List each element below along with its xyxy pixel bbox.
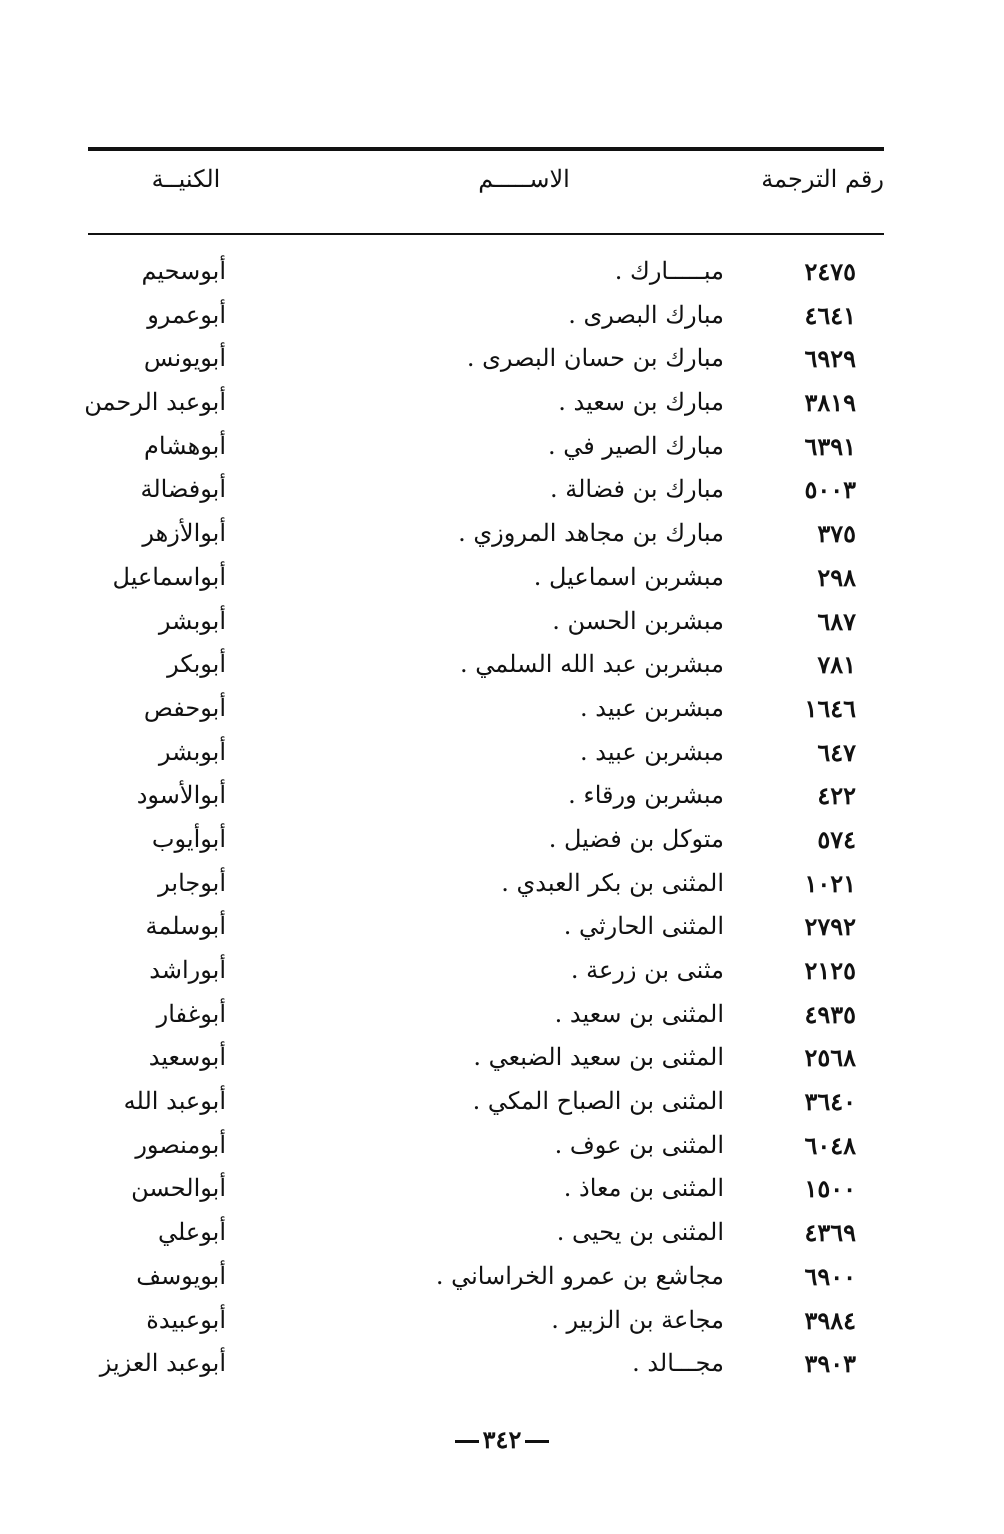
entry-name: مبارك بن حسان البصرى . [466, 344, 724, 373]
entry-kunya: أبوسحيم [141, 257, 226, 285]
entry-kunya: أبوبشر [158, 737, 226, 766]
entry-kunya: أبوأيوب [151, 824, 226, 853]
table-row [88, 949, 884, 993]
entry-kunya: أبوعبيدة [146, 1305, 226, 1334]
table-row [88, 1255, 884, 1299]
entry-kunya: أبوعبد الله [123, 1087, 226, 1116]
entry-name: مبارك بن مجاهد المروزي . [458, 519, 724, 548]
page-footer [0, 1425, 1004, 1454]
entry-number: ٦٩٠٠ [804, 1261, 856, 1291]
entry-number: ٧٨١ [817, 650, 856, 680]
entry-number: ٣٩٠٣ [804, 1349, 856, 1379]
entry-name: مبـــــارك . [614, 257, 724, 285]
table-row [88, 512, 884, 556]
header-number-label: رقم الترجمة [761, 165, 884, 193]
entry-kunya: أبوالأسود [136, 781, 226, 810]
table-row [88, 468, 884, 512]
header-bottom-rule [88, 233, 884, 235]
entry-number: ٣٨١٩ [804, 388, 856, 418]
table-row [88, 337, 884, 381]
entry-kunya: أبوسلمة [145, 912, 226, 941]
entry-name: مجـــالد . [632, 1349, 724, 1378]
table-header [88, 165, 884, 205]
entry-number: ١٥٠٠ [804, 1174, 856, 1204]
footer-dash-left [455, 1440, 479, 1443]
entry-name: مبشربن عبيد . [580, 737, 724, 766]
entry-kunya: أبوسعيد [148, 1043, 226, 1072]
entry-kunya: أبويونس [143, 344, 226, 373]
table-row [88, 1080, 884, 1124]
table-row [88, 1124, 884, 1168]
table-row [88, 425, 884, 469]
entry-number: ٤٢٢ [817, 781, 856, 811]
table-body [84, 250, 884, 1386]
entry-number: ٥٧٤ [817, 824, 856, 854]
entry-kunya: أبويوسف [136, 1261, 226, 1290]
entry-kunya: أبوعبد العزيز [99, 1349, 226, 1378]
table-row [88, 862, 884, 906]
table-row [88, 1167, 884, 1211]
table-row [88, 1211, 884, 1255]
entry-name: مجاعة بن الزبير . [551, 1305, 724, 1334]
entry-number: ٢١٢٥ [804, 956, 856, 985]
entry-kunya: أبوالحسن [131, 1174, 226, 1203]
entry-name: مبشربن الحسن . [552, 606, 724, 635]
table-row [88, 774, 884, 818]
entry-kunya: أبوفضالة [140, 475, 226, 504]
entry-number: ٦٩٢٩ [804, 344, 856, 374]
entry-kunya: أبوجابر [158, 868, 226, 897]
entry-kunya: أبواسماعيل [112, 562, 226, 591]
entry-number: ٤٦٤١ [804, 300, 856, 330]
table-row [88, 1036, 884, 1080]
entry-number: ٦٣٩١ [804, 431, 856, 461]
entry-number: ١٦٤٦ [804, 693, 856, 723]
entry-number: ٣٧٥ [817, 519, 856, 549]
header-top-rule [88, 147, 884, 151]
entry-number: ٦٨٧ [817, 606, 856, 636]
table-row [88, 731, 884, 775]
table-row [88, 905, 884, 949]
entry-name: مبارك البصرى . [568, 300, 724, 329]
table-row [88, 294, 884, 338]
entry-name: مجاشع بن عمرو الخراساني . [435, 1261, 724, 1290]
entry-number: ٢٤٧٥ [804, 257, 856, 286]
table-row [88, 250, 884, 294]
entry-number: ٢٧٩٢ [804, 912, 856, 942]
entry-name: المثنى بن عوف . [554, 1130, 724, 1159]
entry-name: المثنى بن بكر العبدي . [501, 868, 724, 897]
entry-number: ٤٩٣٥ [804, 999, 856, 1029]
entry-name: مبشربن عبد الله السلمي . [459, 650, 724, 679]
entry-number: ٦٠٤٨ [804, 1130, 856, 1160]
entry-name: مبشربن اسماعيل . [533, 562, 724, 591]
entry-name: المثنى بن معاذ . [563, 1174, 724, 1203]
table-row [84, 381, 884, 425]
entry-kunya: أبوحفص [143, 693, 226, 722]
entry-kunya: أبوبكر [167, 650, 226, 679]
entry-number: ٥٠٠٣ [804, 475, 856, 505]
entry-name: مبشربن عبيد . [580, 693, 724, 722]
entry-name: المثنى الحارثي . [563, 912, 724, 941]
entry-kunya: أبوعمرو [147, 300, 226, 329]
entry-name: مبارك بن سعيد . [558, 388, 724, 417]
entry-kunya: أبوراشد [149, 956, 226, 984]
footer-dash-right [525, 1440, 549, 1443]
entry-kunya: أبوالأزهر [142, 519, 226, 548]
entry-name: مبارك الصير في . [547, 431, 724, 460]
header-kunya-label: الكنيــة [151, 165, 221, 193]
entry-kunya: أبوغفار [156, 999, 226, 1028]
entry-number: ١٠٢١ [804, 868, 856, 898]
entry-name: مثنى بن زرعة . [570, 956, 724, 984]
table-row [88, 993, 884, 1037]
table-row [88, 643, 884, 687]
page-number: ٣٤٢ [482, 1425, 522, 1454]
table-row [88, 1299, 884, 1343]
entry-name: المثنى بن الصباح المكي . [472, 1087, 724, 1116]
entry-number: ٢٥٦٨ [804, 1043, 856, 1073]
entry-number: ٢٩٨ [817, 562, 856, 592]
entry-name: مبارك بن فضالة . [549, 475, 724, 504]
entry-number: ٣٩٨٤ [804, 1305, 856, 1335]
entry-number: ٣٦٤٠ [804, 1087, 856, 1117]
table-row [88, 818, 884, 862]
entry-kunya: أبومنصور [135, 1130, 226, 1159]
entry-name: مبشربن ورقاء . [568, 781, 724, 810]
entry-name: المثنى بن سعيد الضبعي . [473, 1043, 724, 1072]
table-row [88, 556, 884, 600]
entry-kunya: أبوبشر [158, 606, 226, 635]
header-name-label: الاســـــم [478, 165, 570, 193]
entry-kunya: أبوعبد الرحمن [84, 388, 226, 417]
table-row [88, 1342, 884, 1386]
entry-kunya: أبوهشام [144, 431, 226, 460]
entry-number: ٤٣٦٩ [804, 1218, 856, 1248]
entry-name: المثنى بن يحيى . [556, 1218, 724, 1247]
entry-number: ٦٤٧ [817, 737, 856, 767]
table-row [88, 600, 884, 644]
entry-name: المثنى بن سعيد . [554, 999, 724, 1028]
table-row [88, 687, 884, 731]
entry-name: متوكل بن فضيل . [548, 824, 724, 853]
entry-kunya: أبوعلي [157, 1218, 226, 1247]
